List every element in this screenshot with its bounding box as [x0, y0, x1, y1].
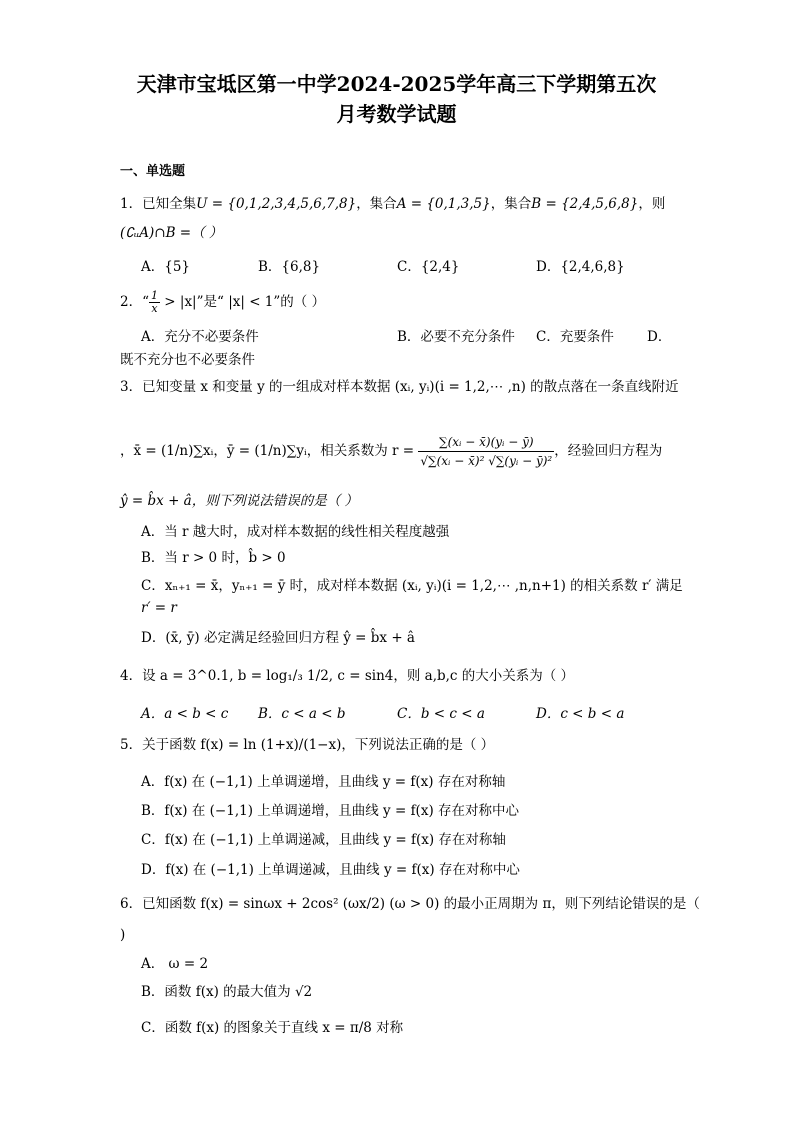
q2-stem-pre: 2．“ — [120, 294, 149, 310]
exam-title-line2: 月考数学试题 — [336, 102, 457, 126]
q3-line1: 3．已知变量 x 和变量 y 的一组成对样本数据 (xᵢ, yᵢ)(i = 1,2,⋯ ,n) 的散点落在一条直线附近 — [120, 379, 679, 395]
q2-option-c: C．充要条件 — [536, 329, 614, 345]
q2-fraction-numerator: 1 — [151, 289, 158, 302]
q2-option-d-text: 既不充分也不必要条件 — [120, 352, 255, 368]
q1-stem-b: ，集合 — [356, 196, 397, 212]
q6-stem: 6．已知函数 f(x) = sinωx + 2cos² (ωx/2) (ω > 0) 的最小正周期为 π，则下列结论错误的是（ — [120, 896, 700, 912]
q2-fraction — [149, 290, 160, 315]
q2-option-b: B．必要不充分条件 — [397, 329, 515, 345]
q1-set-u: U = {0,1,2,3,4,5,6,7,8} — [196, 196, 357, 212]
q3-line3: ŷ = b̂x + â，则下列说法错误的是（ ） — [120, 493, 359, 509]
q3-line2 — [120, 433, 662, 470]
section-heading: 一、单选题 — [120, 164, 186, 179]
q3-option-c: C．xₙ₊₁ = x̄，yₙ₊₁ = ȳ 时，成对样本数据 (xᵢ, yᵢ)(i = 1,2,⋯ ,n,n+1) 的相关系数 r′ 满足 — [141, 578, 683, 594]
q5-option-c: C．f(x) 在 (−1,1) 上单调递减，且曲线 y = f(x) 存在对称轴 — [141, 832, 506, 848]
q3-option-a: A．当 r 越大时，成对样本数据的线性相关程度越强 — [141, 524, 450, 540]
exam-title-line1: 天津市宝坻区第一中学2024-2025学年高三下学期第五次 — [136, 72, 657, 96]
q2-option-d: D． — [647, 329, 672, 345]
q1-option-c: C．{2,4} — [397, 259, 460, 275]
q4-stem: 4．设 a = 3^0.1, b = log₁/₃ 1/2, c = sin4，则 a,b,c 的大小关系为（ ） — [120, 668, 575, 684]
q1-set-b: B = {2,4,5,6,8} — [531, 196, 639, 212]
q2-stem-post: > |x|”是“ |x| < 1”的（ ） — [160, 294, 326, 310]
q6-option-c: C．函数 f(x) 的图象关于直线 x = π/8 对称 — [141, 1020, 404, 1036]
q6-option-a: A． ω = 2 — [141, 956, 209, 972]
q1-stem-a: 1．已知全集 — [120, 196, 197, 212]
q5-stem: 5．关于函数 f(x) = ln (1+x)/(1−x)，下列说法正确的是（ ） — [120, 737, 495, 753]
q5-option-a: A．f(x) 在 (−1,1) 上单调递增，且曲线 y = f(x) 存在对称轴 — [141, 774, 506, 790]
q1-stem — [120, 194, 665, 214]
q3-line2-b: ，经验回归方程为 — [554, 443, 663, 459]
q1-option-a: A．{5} — [141, 259, 191, 275]
q3-correlation-formula — [418, 433, 554, 470]
q4-option-c: C．b < c < a — [397, 706, 485, 722]
q1-option-b: B．{6,8} — [258, 259, 321, 275]
q6-stem-cont: ) — [120, 927, 126, 943]
q2-option-a: A．充分不必要条件 — [141, 329, 259, 345]
q3-correlation-numerator: ∑(xᵢ − x̄)(yᵢ − ȳ) — [418, 433, 554, 452]
q3-line2-a: ，x̄ = (1/n)∑xᵢ，ȳ = (1/n)∑yᵢ，相关系数为 r = — [120, 443, 415, 459]
q1-stem-c: ，集合 — [490, 196, 532, 212]
q5-option-b: B．f(x) 在 (−1,1) 上单调递增，且曲线 y = f(x) 存在对称中心 — [141, 803, 519, 819]
q3-option-c-cont: r′ = r — [141, 600, 177, 616]
q2-fraction-denominator: x — [151, 302, 158, 315]
q3-correlation-denominator: √∑(xᵢ − x̄)² √∑(yᵢ − ȳ)² — [420, 454, 553, 468]
q4-option-d: D．c < b < a — [536, 706, 625, 722]
q4-option-b: B．c < a < b — [258, 706, 346, 722]
q3-option-d: D．(x̄, ȳ) 必定满足经验回归方程 ŷ = b̂x + â — [141, 630, 415, 646]
q1-expression: (∁ᵤA)∩B =（ ） — [120, 225, 223, 241]
q1-option-d: D．{2,4,6,8} — [536, 259, 625, 275]
q1-stem-d: ，则 — [638, 196, 666, 212]
q4-option-a: A．a < b < c — [141, 706, 229, 722]
q2-stem — [120, 290, 325, 315]
q1-set-a: A = {0,1,3,5} — [396, 196, 491, 212]
q6-option-b: B．函数 f(x) 的最大值为 √2 — [141, 984, 313, 1000]
q5-option-d: D．f(x) 在 (−1,1) 上单调递减，且曲线 y = f(x) 存在对称中心 — [141, 862, 520, 878]
q3-option-b: B．当 r > 0 时，b̂ > 0 — [141, 550, 286, 566]
